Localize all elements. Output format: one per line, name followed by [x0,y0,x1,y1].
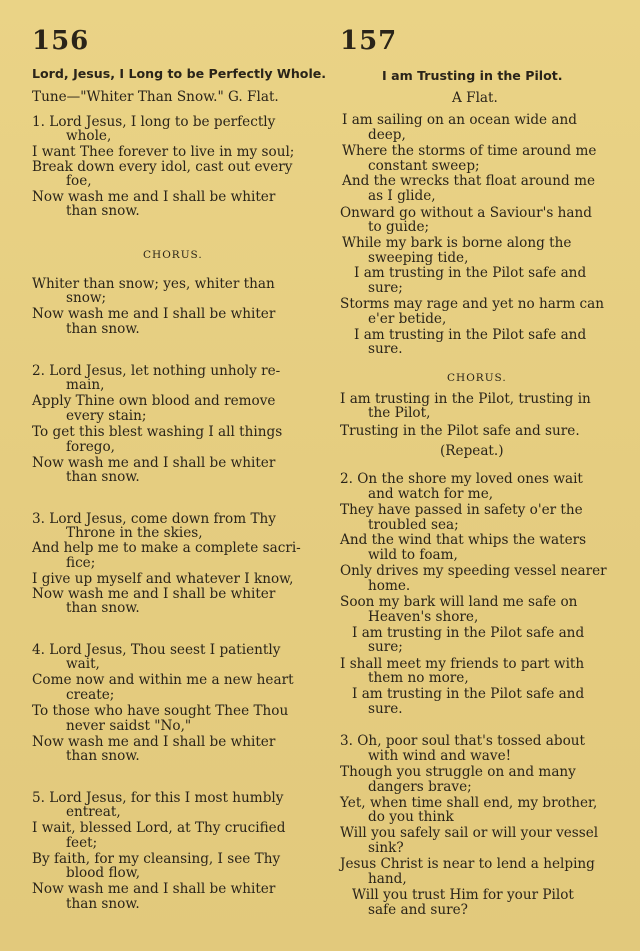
verse-line: I wait, blessed Lord, at Thy crucified [32,820,286,836]
verse-line: Though you struggle on and many [340,764,576,780]
verse-line: I am trusting in the Pilot safe and [354,265,587,281]
verse-line: Heaven's shore, [368,609,479,625]
tune-line: Tune—"Whiter Than Snow." G. Flat. [32,89,279,105]
verse-line: Break down every idol, cast out every [32,159,293,175]
verse-line: hand, [368,871,407,887]
verse-line: never saidst "No," [66,718,192,734]
verse-line: e'er betide, [368,311,447,327]
verse-line: I am trusting in the Pilot safe and [354,327,587,343]
verse-line: whole, [66,128,112,144]
verse-line: 5. Lord Jesus, for this I most humbly [32,790,284,806]
verse-line: deep, [368,127,406,143]
verse-line: entreat, [66,804,121,820]
chorus-line: snow; [66,290,107,306]
verse-line: as I glide, [368,188,436,204]
verse-line: every stain; [66,408,147,424]
chorus-line: the Pilot, [368,405,431,421]
verse-line: than snow. [66,469,140,485]
verse-line: feet; [66,835,98,851]
verse-line: forego, [66,439,115,455]
verse-line: Now wash me and I shall be whiter [32,455,276,471]
verse-line: constant sweep; [368,158,480,174]
verse-line: 2. Lord Jesus, let nothing unholy re- [32,363,281,379]
verse-line: Jesus Christ is near to lend a helping [340,856,595,872]
verse-line: wait, [66,656,100,672]
verse-line: sure. [368,341,403,357]
verse-line: Now wash me and I shall be whiter [32,586,276,602]
verse-line: And help me to make a complete sacri- [32,540,301,556]
verse-line: And the wrecks that float around me [342,173,596,189]
verse-line: Where the storms of time around me [342,143,597,159]
hymn-title: Lord, Jesus, I Long to be Perfectly Whole. [32,66,327,81]
verse-line: Storms may rage and yet no harm can [340,296,605,312]
verse-line: They have passed in safety o'er the [340,502,583,518]
verse-line: Now wash me and I shall be whiter [32,189,276,205]
verse-line: home. [368,578,411,594]
verse-line: Throne in the skies, [66,525,203,541]
repeat-note: (Repeat.) [440,443,504,459]
verse-line: I am trusting in the Pilot safe and [352,625,585,641]
verse-line: create; [66,687,115,703]
verse-line: do you think [368,809,454,825]
hymn-number: 156 [32,26,90,56]
verse-line: than snow. [66,600,140,616]
key-line: A Flat. [452,90,498,106]
verse-line: I give up myself and whatever I know, [32,571,294,587]
hymn-title: I am Trusting in the Pilot. [382,68,563,83]
verse-line: To those who have sought Thee Thou [32,703,289,719]
chorus-line: Whiter than snow; yes, whiter than [32,276,275,292]
verse-line: Apply Thine own blood and remove [32,393,276,409]
verse-line: main, [66,377,105,393]
verse-line: I want Thee forever to live in my soul; [32,144,295,160]
chorus-line: than snow. [66,321,140,337]
verse-line: I am trusting in the Pilot safe and [352,686,585,702]
verse-line: While my bark is borne along the [342,235,572,251]
verse-line: And the wind that whips the waters [340,532,587,548]
chorus-line: Trusting in the Pilot safe and sure. [340,423,580,439]
verse-line: to guide; [368,219,430,235]
verse-line: Now wash me and I shall be whiter [32,881,276,897]
hymn-number: 157 [340,26,398,56]
verse-line: foe, [66,173,92,189]
verse-line: sweeping tide, [368,250,469,266]
verse-line: Now wash me and I shall be whiter [32,734,276,750]
verse-line: Come now and within me a new heart [32,672,294,688]
verse-line: sure. [368,701,403,717]
verse-line: blood flow, [66,865,141,881]
verse-line: To get this blest washing I all things [32,424,283,440]
verse-line: 3. Oh, poor soul that's tossed about [340,733,585,749]
verse-line: I am sailing on an ocean wide and [342,112,577,128]
verse-line: dangers brave; [368,779,472,795]
verse-line: and watch for me, [368,486,494,502]
verse-line: Only drives my speeding vessel nearer [340,563,607,579]
verse-line: Yet, when time shall end, my brother, [340,795,598,811]
verse-line: them no more, [368,670,469,686]
verse-line: sink? [368,840,404,856]
verse-line: Will you safely sail or will your vessel [340,825,599,841]
verse-line: 4. Lord Jesus, Thou seest I patiently [32,642,281,658]
verse-line: sure; [368,639,403,655]
verse-line: safe and sure? [368,902,468,918]
verse-line: than snow. [66,748,140,764]
verse-line: 3. Lord Jesus, come down from Thy [32,511,276,527]
chorus-label: CHORUS. [143,249,203,261]
verse-line: troubled sea; [368,517,459,533]
verse-line: I shall meet my friends to part with [340,656,585,672]
verse-line: 2. On the shore my loved ones wait [340,471,583,487]
chorus-label: CHORUS. [447,372,507,384]
verse-line: Onward go without a Saviour's hand [340,205,592,221]
verse-line: than snow. [66,896,140,912]
verse-line: wild to foam, [368,547,458,563]
verse-line: Will you trust Him for your Pilot [352,887,574,903]
chorus-line: I am trusting in the Pilot, trusting in [340,391,591,407]
chorus-line: Now wash me and I shall be whiter [32,306,276,322]
verse-line: Soon my bark will land me safe on [340,594,578,610]
verse-line: fice; [66,555,96,571]
verse-line: By faith, for my cleansing, I see Thy [32,851,281,867]
verse-line: sure; [368,280,403,296]
verse-line: 1. Lord Jesus, I long to be perfectly [32,114,276,130]
verse-line: than snow. [66,203,140,219]
verse-line: with wind and wave! [368,748,512,764]
